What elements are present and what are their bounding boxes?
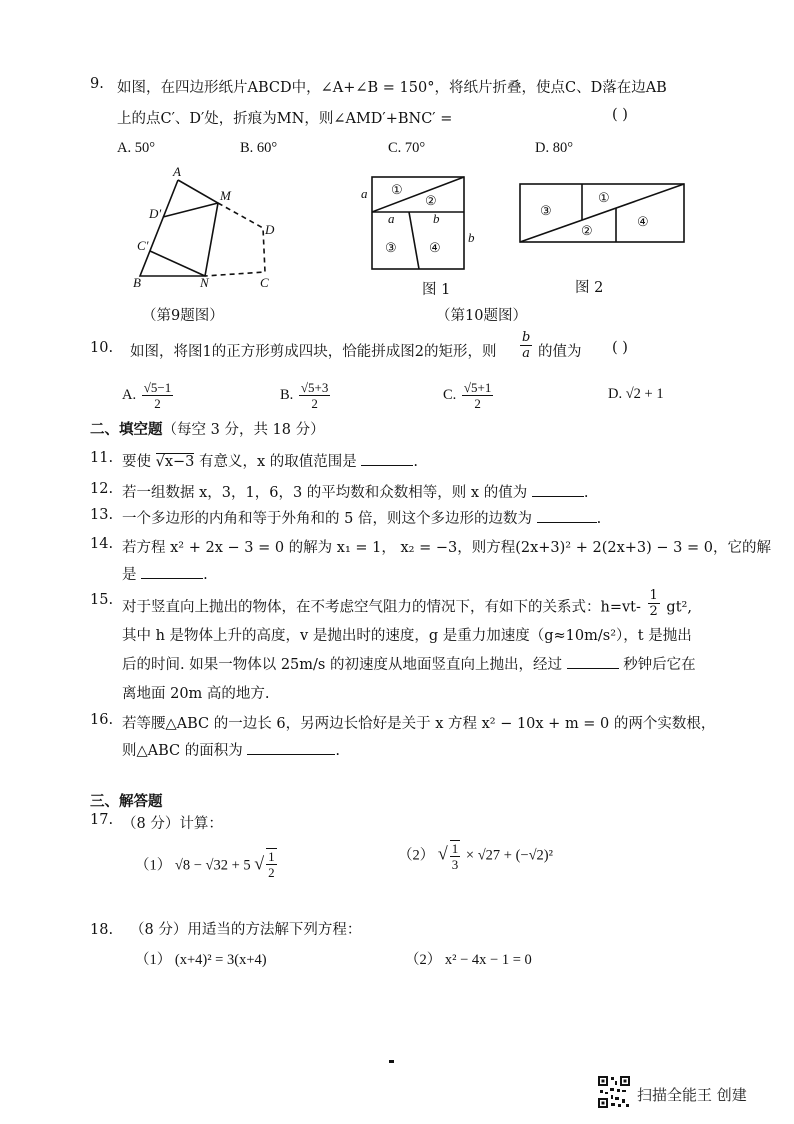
- q9-fold-line-nc: [150, 251, 205, 276]
- q15-line1a: 对于竖直向上抛出的物体，在不考虑空气阻力的情况下，有如下的关系式：h=vt-: [122, 599, 641, 616]
- q15-line1: [122, 588, 692, 623]
- q9-label-c: C: [260, 275, 269, 290]
- q9-answer-paren: ( ): [612, 107, 628, 123]
- q17-text: （8 分）计算：: [122, 816, 223, 832]
- footer-watermark: 扫描全能王 创建: [637, 1086, 747, 1104]
- q10-fig1-piece4: ④: [429, 240, 441, 255]
- q9-fold-line-md: [163, 203, 218, 217]
- q10-fraction: [518, 330, 534, 361]
- q10-figure2: [515, 180, 690, 248]
- q10-fig1-piece3: ③: [385, 240, 397, 255]
- q15-answer-blank[interactable]: [567, 654, 619, 669]
- q9-option-a: A. 50°: [117, 140, 156, 156]
- q10-option-c-letter: C.: [443, 386, 457, 403]
- q15-frac-den: 2: [649, 604, 658, 619]
- q10-frac-den: a: [522, 346, 531, 361]
- q10-fig2-piece1: ①: [598, 190, 610, 205]
- q13-number: 13.: [90, 507, 114, 523]
- q9-option-d: D. 80°: [535, 140, 574, 156]
- q17-part2-label: （2）: [398, 847, 435, 864]
- q14-line1: 若方程 x² + 2x − 3 = 0 的解为 x₁ = 1， x₂ = −3，则方程(2x+3)² + 2(2x+3) − 3 = 0，它的解: [122, 540, 771, 556]
- q9-text-line2: 上的点C′、D′处，折痕为MN，则∠AMD′+BNC′ =: [117, 111, 453, 127]
- q9-label-a: A: [173, 164, 181, 179]
- q10-option-a-letter: A.: [122, 386, 137, 403]
- q13-text: [122, 507, 601, 528]
- q9-label-d: D: [265, 222, 275, 237]
- q14-line2-text: 是: [122, 567, 137, 583]
- q12-number: 12.: [90, 481, 114, 497]
- q10-fig1-edge-a-bottom: a: [388, 211, 395, 226]
- qr-code-icon: [597, 1075, 631, 1109]
- q14-answer-blank[interactable]: [141, 564, 203, 579]
- q17-part1-label: （1）: [135, 857, 172, 874]
- q10-fig2-piece3: ③: [540, 203, 552, 218]
- page-mark: [389, 1060, 394, 1063]
- q10-option-c-num: √5+1: [463, 380, 492, 395]
- q18-text: （8 分）用适当的方法解下列方程：: [130, 922, 362, 938]
- q10-fig2-piece2: ②: [581, 223, 593, 238]
- q10-fig1-piece1: ①: [391, 182, 403, 197]
- q15-line3b: 秒钟后它在: [623, 657, 696, 673]
- q15-line3a: 后的时间. 如果一物体以 25m/s 的初速度从地面竖直向上抛出，经过: [122, 657, 562, 673]
- q9-dashed-region: [205, 203, 265, 276]
- q10-frac-num: b: [522, 330, 531, 345]
- q10-fig1-slant: [409, 212, 419, 269]
- q12-text: [122, 481, 588, 502]
- q15-frac-num: 1: [649, 588, 658, 603]
- q17-part2: （2） √ $\frac{1}{3}$ × √27 + (−√2)²: [398, 841, 553, 872]
- q15-line2: 其中 h 是物体上升的高度，v 是抛出时的速度，g 是重力加速度（g≈10m/s²），t 是抛出: [122, 628, 692, 644]
- q9-number: 9.: [90, 76, 104, 92]
- q10-fig2-piece4: ④: [637, 214, 649, 229]
- q12-answer-blank[interactable]: [532, 482, 584, 497]
- q10-fig1-piece2: ②: [425, 193, 437, 208]
- q17-number: 17.: [90, 812, 114, 828]
- q10-fig1-edge-b-right: b: [468, 230, 475, 245]
- q14-end: .: [203, 567, 208, 583]
- q18-part2-label: （2）: [405, 952, 442, 968]
- q10-option-d: D. √2 + 1: [608, 386, 664, 402]
- q10-fig1-label: 图 1: [422, 282, 451, 298]
- q9-label-n: N: [200, 275, 209, 290]
- q10-fig1-square: [372, 177, 464, 269]
- q10-fig2-label: 图 2: [575, 280, 604, 296]
- section2-title: 二、填空题: [90, 421, 163, 438]
- q14-number: 14.: [90, 536, 114, 552]
- section3-title: 三、解答题: [90, 793, 163, 810]
- q10-option-b-num: √5+3: [300, 380, 329, 395]
- q12-end: .: [583, 485, 589, 501]
- q10-option-a-den: 2: [154, 396, 161, 411]
- q17-part1: （1） √8 − √32 + 5 √ $\frac{1}{2}$: [135, 849, 275, 880]
- q9-text-line1: 如图，在四边形纸片ABCD中，∠A+∠B = 150°，将纸片折叠，使点C、D落在边AB: [117, 80, 667, 96]
- q15-line3: [122, 653, 696, 674]
- q18-part2: [405, 948, 532, 969]
- q11-before: 要使: [122, 454, 151, 470]
- q11-end: .: [413, 454, 419, 470]
- q18-number: 18.: [90, 922, 114, 938]
- q10-caption: （第10题图）: [436, 308, 527, 324]
- q9-option-b: B. 60°: [240, 140, 278, 156]
- q10-fig1-edge-a-left: a: [361, 186, 368, 201]
- q17-part1-expr: √8 − √32 + 5: [174, 857, 251, 874]
- section2-note: （每空 3 分，共 18 分）: [162, 422, 325, 438]
- q10-option-a: [122, 380, 175, 411]
- q13-end: .: [596, 511, 602, 527]
- q17-part1-sqrt-icon: √: [254, 853, 265, 874]
- q10-option-c-den: 2: [474, 396, 481, 411]
- q9-label-cprime: C′: [137, 238, 149, 253]
- q18-part2-expr: x² − 4x − 1 = 0: [444, 952, 532, 968]
- q11-answer-blank[interactable]: [361, 451, 413, 466]
- q18-part1: [135, 948, 267, 969]
- q9-label-dprime: D′: [149, 206, 162, 221]
- q9-label-m: M: [220, 188, 231, 203]
- q11-number: 11.: [90, 450, 114, 466]
- q18-part1-label: （1）: [135, 952, 172, 968]
- q13-body: 一个多边形的内角和等于外角和的 5 倍，则这个多边形的边数为: [122, 511, 532, 527]
- q15-line4: 离地面 20m 高的地方.: [122, 686, 270, 702]
- q10-option-b-den: 2: [311, 396, 318, 411]
- q10-text: 如图，将图1的正方形剪成四块，恰能拼成图2的矩形，则: [130, 344, 497, 360]
- q9-option-c: C. 70°: [388, 140, 426, 156]
- q17-part2-expr: × √27 + (−√2)²: [465, 847, 553, 864]
- q15-number: 15.: [90, 592, 114, 608]
- q14-line2: [122, 563, 208, 584]
- q9-figure: [125, 160, 285, 290]
- q16-answer-blank[interactable]: [247, 740, 335, 755]
- q16-line2: [122, 739, 340, 760]
- q17-part2-sqrt-icon: √: [437, 843, 448, 864]
- q13-answer-blank[interactable]: [537, 508, 597, 523]
- q10-option-c: [443, 380, 495, 411]
- section2-heading: [90, 418, 325, 439]
- q9-quad-main: [140, 180, 218, 276]
- q10-option-b-letter: B.: [280, 386, 294, 403]
- q16-line2-text: 则△ABC 的面积为: [122, 743, 243, 759]
- q10-fig1-diagonal: [372, 177, 464, 212]
- q11-expr: √x−3: [155, 454, 195, 470]
- q15-line1b: gt²,: [666, 599, 692, 616]
- q11-text: [122, 450, 418, 471]
- q10-figure1: [357, 172, 487, 274]
- q16-end: .: [335, 743, 340, 759]
- q12-body: 若一组数据 x，3，1，6，3 的平均数和众数相等，则 x 的值为: [122, 485, 528, 501]
- q16-line1: 若等腰△ABC 的一边长 6，另两边长恰好是关于 x 方程 x² − 10x + m = 0 的两个实数根，: [122, 716, 716, 732]
- q16-number: 16.: [90, 712, 114, 728]
- q9-label-b: B: [133, 275, 141, 290]
- q18-part1-expr: (x+4)² = 3(x+4): [174, 952, 267, 968]
- q10-text-after: 的值为: [538, 344, 582, 360]
- q11-after: 有意义，x 的取值范围是: [199, 454, 357, 470]
- q10-option-b: [280, 380, 332, 411]
- q9-caption: （第9题图）: [142, 308, 224, 324]
- q10-number: 10.: [90, 340, 114, 356]
- q10-option-a-num: √5−1: [143, 380, 172, 395]
- q10-fig1-edge-b-bottom: b: [433, 211, 440, 226]
- q10-answer-paren: ( ): [612, 340, 628, 356]
